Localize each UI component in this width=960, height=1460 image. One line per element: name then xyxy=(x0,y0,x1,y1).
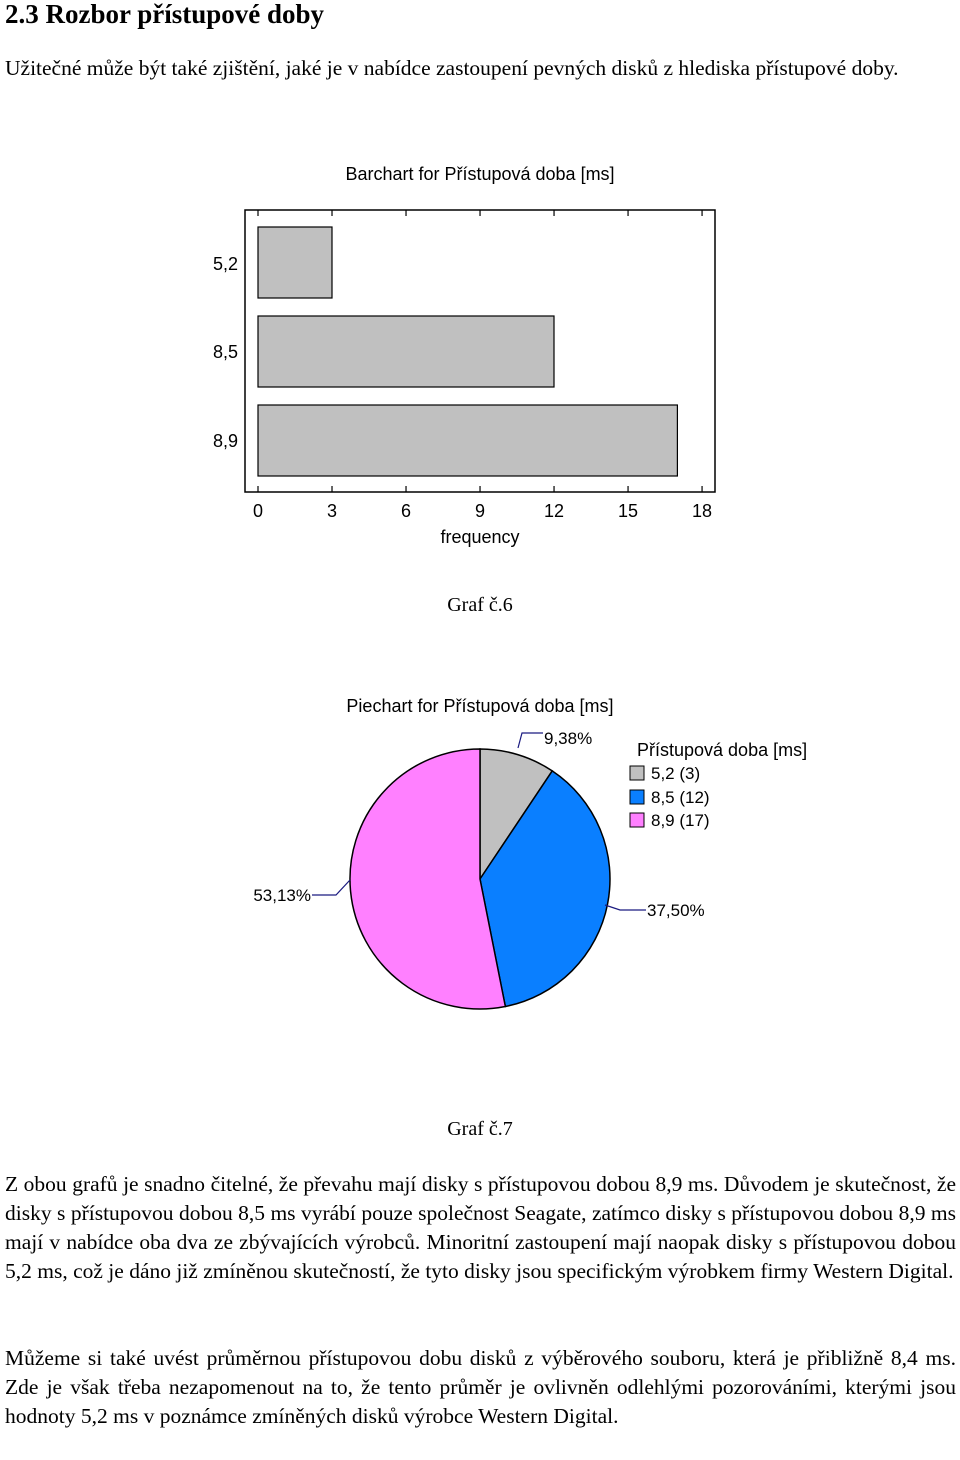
pie-legend-swatch xyxy=(630,766,644,780)
bar-5-2 xyxy=(258,227,332,298)
section-title: 2.3 Rozbor přístupové doby xyxy=(5,0,325,29)
bar-category-label: 5,2 xyxy=(212,254,238,274)
pie-percent-label: 37,50% xyxy=(647,901,705,920)
bar-x-tick-label: 3 xyxy=(326,501,338,521)
bar-x-tick-label: 9 xyxy=(474,501,486,521)
intro-paragraph: Užitečné může být také zjištění, jaké je v nabídce zastoupení pevných disků z hlediska přístupové doby. xyxy=(5,56,899,80)
bar-8-9 xyxy=(258,405,677,476)
pie-legend-entry: 5,2 (3) xyxy=(651,764,701,783)
pie-slices xyxy=(350,749,610,1009)
pie-legend-swatch xyxy=(630,813,644,827)
bar-x-axis-label: frequency xyxy=(440,527,520,547)
analysis-paragraph: Z obou grafů je snadno čitelné, že převahu mají disky s přístupovou dobou 8,9 ms. Důvodem je skutečnost, že disky s přístupovou dobou 8,5 ms vyrábí pouze společnost Seagate, zatímco disky s přístupovou dobou 8,9 ms mají v nabídce oba dva ze zbývajících výrobců. Minoritní zastoupení mají naopak disky s přístupovou dobou 5,2 ms, což je dáno již zmíněnou skutečností, že tyto disky jsou specifickým výrobkem firmy Western Digital. xyxy=(5,1172,956,1283)
average-paragraph: Můžeme si také uvést průměrnou přístupovou dobu disků z výběrového souboru, která je přibližně 8,4 ms. Zde je však třeba nezapomenout na to, že tento průměr je ovlivněn odlehlými pozorováními, kterými jsou hodnoty 5,2 ms v poznámce zmíněných disků výrobce Western Digital. xyxy=(5,1346,956,1428)
pie-legend-title: Přístupová doba [ms] xyxy=(637,740,808,760)
pie-chart-title: Piechart for Přístupová doba [ms] xyxy=(346,696,614,716)
bar-marks xyxy=(258,227,677,476)
bar-x-tick-label: 18 xyxy=(691,501,713,521)
graf-7-caption: Graf č.7 xyxy=(447,1118,513,1140)
pie-percent-label: 9,38% xyxy=(544,729,593,748)
bar-category-label: 8,9 xyxy=(212,431,238,451)
bar-x-tick-label: 15 xyxy=(617,501,639,521)
pie-leader-line xyxy=(518,733,543,748)
pie-legend-entry: 8,5 (12) xyxy=(651,788,710,807)
pie-percent-label: 53,13% xyxy=(253,886,311,905)
bar-x-tick-labels xyxy=(253,501,712,521)
bar-x-tick-label: 0 xyxy=(252,501,264,521)
pie-legend-swatch xyxy=(630,790,644,804)
graf-6-caption: Graf č.6 xyxy=(447,594,513,616)
pie-legend-entry: 8,9 (17) xyxy=(651,811,710,830)
bar-chart-title: Barchart for Přístupová doba [ms] xyxy=(345,164,615,184)
pie-legend xyxy=(630,740,807,830)
bar-category-label: 8,5 xyxy=(212,342,238,362)
pie-leader-line xyxy=(605,905,646,910)
bar-8-5 xyxy=(258,316,554,387)
pie-leader-line xyxy=(312,880,350,895)
bar-category-labels xyxy=(213,254,238,451)
bar-x-tick-label: 12 xyxy=(543,501,565,521)
bar-x-tick-label: 6 xyxy=(400,501,412,521)
